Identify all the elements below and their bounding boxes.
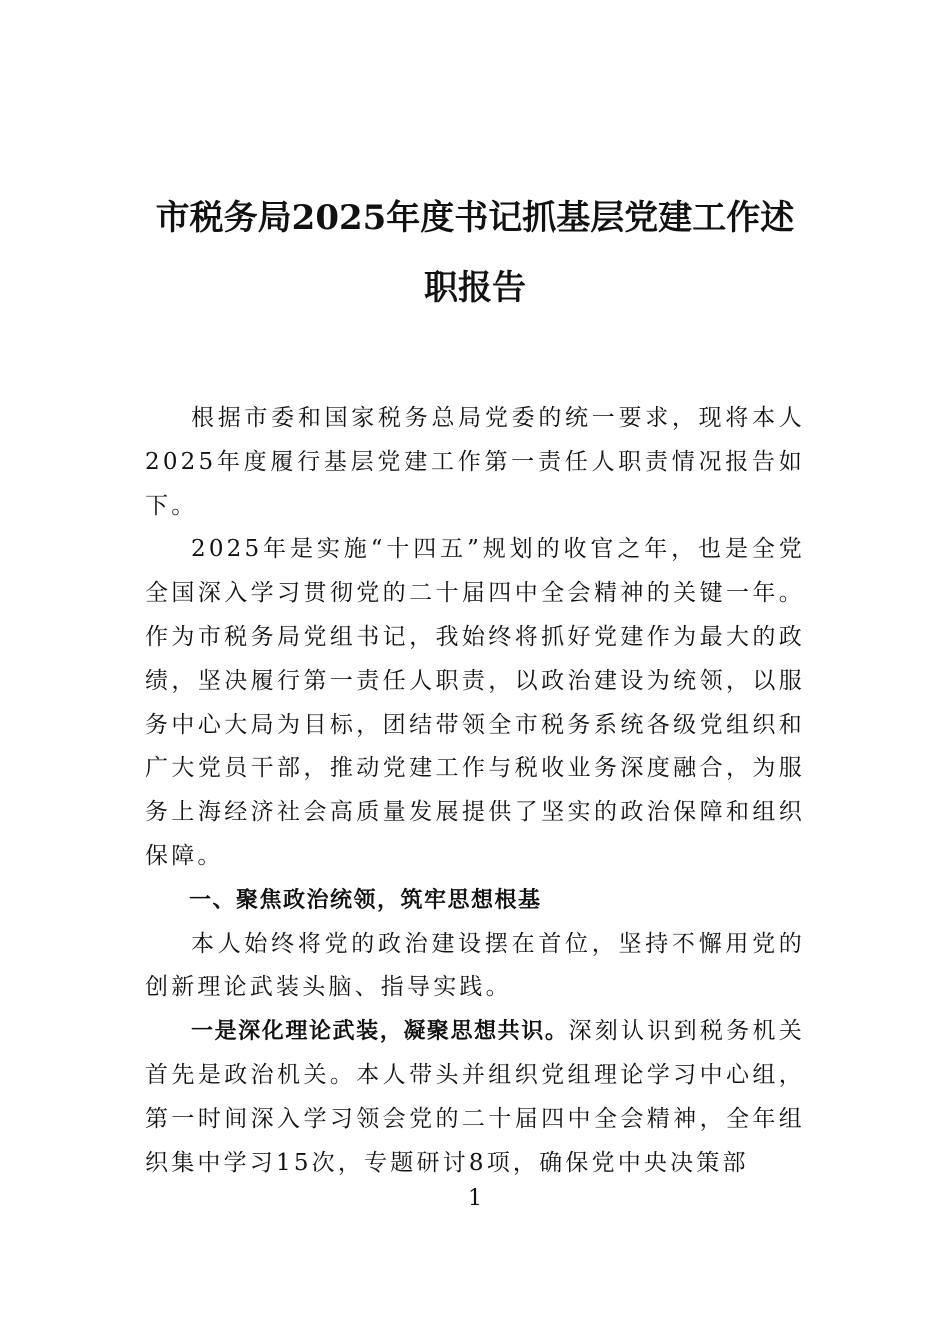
- point-1-text: 深刻认识到税务机关首先是政治机关。本人带头并组织党组理论学习中心组，第一时间深入学习领会党的二十届四中全会精神，全年组织集中学习15次，专题研讨8项，确保党中央决策部: [145, 1018, 805, 1176]
- document-body: [145, 397, 805, 1185]
- title-line-1: 市税务局2025年度书记抓基层党建工作述: [155, 198, 795, 238]
- document-title: [145, 183, 805, 323]
- section-heading-1: 一、聚焦政治统领，筑牢思想根基: [189, 887, 542, 913]
- point-1-lead: 一是深化理论武装，凝聚思想共识。: [191, 1019, 569, 1045]
- paragraph-point-1: [145, 1010, 805, 1185]
- page-number: 1: [468, 1186, 482, 1211]
- title-line-2: 职报告: [424, 268, 526, 308]
- paragraph-context: 2025年是实施“十四五”规划的收官之年，也是全党全国深入学习贯彻党的二十届四中全会精神的关键一年。作为市税务局党组书记，我始终将抓好党建作为最大的政绩，坚决履行第一责任人职责，以政治建设为统领，以服务中心大局为目标，团结带领全市税务系统各级党组织和广大党员干部，推动党建工作与税收业务深度融合，为服务上海经济社会高质量发展提供了坚实的政治保障和组织保障。: [145, 536, 805, 869]
- paragraph-intro: 根据市委和国家税务总局党委的统一要求，现将本人2025年度履行基层党建工作第一责任人职责情况报告如下。: [145, 405, 805, 519]
- paragraph-section-intro: 本人始终将党的政治建设摆在首位，坚持不懈用党的创新理论武装头脑、指导实践。: [145, 930, 805, 1001]
